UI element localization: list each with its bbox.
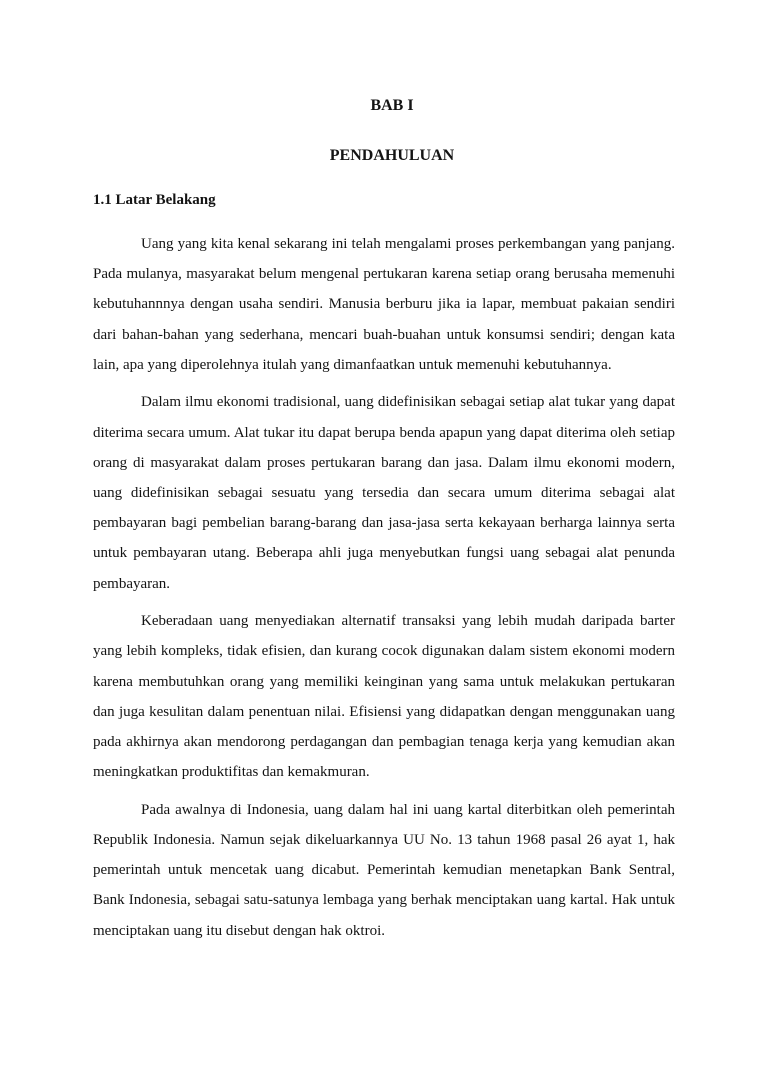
paragraph: Pada awalnya di Indonesia, uang dalam hal ini uang kartal diterbitkan oleh pemerintah Republik Indonesia. Namun sejak dikeluarkannya UU No. 13 tahun 1968 pasal 26 ayat 1, hak pemerintah untuk mencetak uang dicabut. Pemerintah kemudian menetapkan Bank Sentral, Bank Indonesia, sebagai satu-satunya lembaga yang berhak menciptakan uang kartal. Hak untuk menciptakan uang itu disebut dengan hak oktroi. [93,801,675,939]
body-text [93,229,675,953]
paragraph: Uang yang kita kenal sekarang ini telah mengalami proses perkembangan yang panjang. Pada mulanya, masyarakat belum mengenal pertukaran karena setiap orang berusaha memenuhi kebutuhannnya dengan usaha sendiri. Manusia berburu jika ia lapar, membuat pakaian sendiri dari bahan-bahan yang sederhana, mencari buah-buahan untuk konsumsi sendiri; dengan kata lain, apa yang diperolehnya itulah yang dimanfaatkan untuk memenuhi kebutuhannya. [93,236,675,373]
chapter-title: PENDAHULUAN [329,147,455,164]
section-heading: 1.1 Latar Belakang [93,192,216,208]
paragraph: Dalam ilmu ekonomi tradisional, uang didefinisikan sebagai setiap alat tukar yang dapat diterima secara umum. Alat tukar itu dapat berupa benda apapun yang dapat diterima oleh setiap orang di masyarakat dalam proses pertukaran barang dan jasa. Dalam ilmu ekonomi modern, uang didefinisikan sebagai sesuatu yang tersedia dan secara umum diterima sebagai alat pembayaran bagi pembelian barang-barang dan jasa-jasa serta kekayaan berharga lainnya serta untuk pembayaran utang. Beberapa ahli juga menyebutkan fungsi uang sebagai alat penunda pembayaran. [93,394,675,592]
paragraph: Keberadaan uang menyediakan alternatif transaksi yang lebih mudah daripada barter yang lebih kompleks, tidak efisien, dan kurang cocok digunakan dalam sistem ekonomi modern karena membutuhkan orang yang memiliki keinginan yang sama untuk melakukan pertukaran dan juga kesulitan dalam penentuan nilai. Efisiensi yang didapatkan dengan menggunakan uang pada akhirnya akan mendorong perdagangan dan pembagian tenaga kerja yang kemudian akan meningkatkan produktifitas dan kemakmuran. [93,613,675,781]
chapter-number: BAB I [370,97,414,114]
